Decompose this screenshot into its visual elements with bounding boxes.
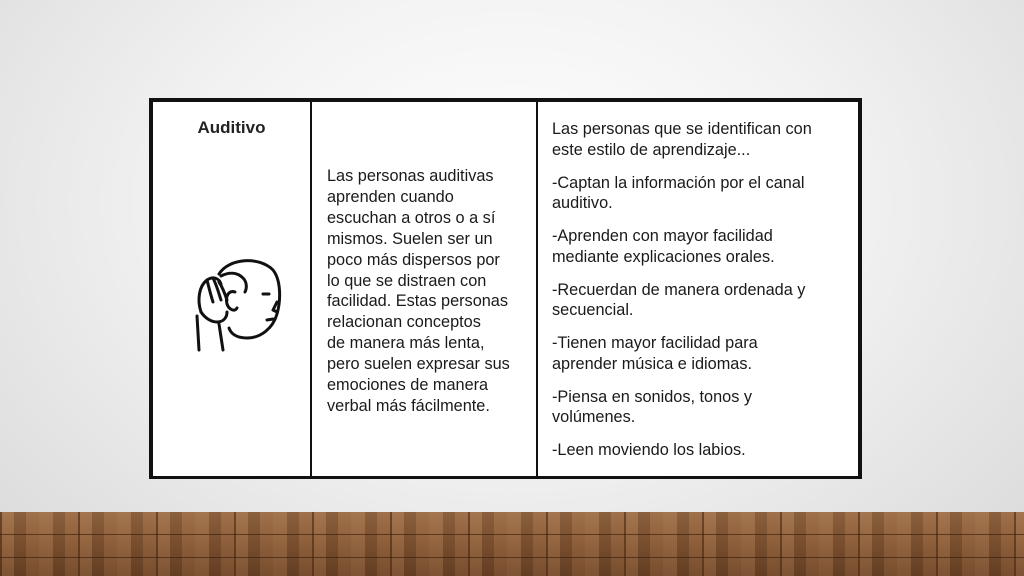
characteristics-list bbox=[552, 119, 852, 473]
list-item bbox=[552, 387, 852, 428]
list-item bbox=[552, 280, 852, 321]
list-item bbox=[552, 333, 852, 374]
list-item bbox=[552, 173, 852, 214]
description-line: poco más dispersos por bbox=[327, 250, 500, 269]
table-top-rule bbox=[153, 98, 858, 102]
wooden-floor bbox=[0, 512, 1024, 576]
learning-style-table bbox=[149, 98, 862, 479]
list-item bbox=[552, 440, 852, 461]
description-line: relacionan conceptos bbox=[327, 313, 481, 332]
list-item-line: -Captan la información por el canal bbox=[552, 173, 805, 192]
description-line: de manera más lenta, bbox=[327, 334, 485, 353]
column-divider bbox=[536, 98, 538, 476]
description-line: verbal más fácilmente. bbox=[327, 396, 490, 415]
list-item-line: -Leen moviendo los labios. bbox=[552, 441, 746, 459]
list-item-line: Las personas que se identifican con bbox=[552, 120, 812, 138]
description-line: lo que se distraen con bbox=[327, 271, 487, 290]
list-item-line: volúmenes. bbox=[552, 408, 636, 426]
description-line: emociones de manera bbox=[327, 376, 489, 395]
list-item-line: este estilo de aprendizaje... bbox=[552, 140, 751, 159]
list-item-line: -Tienen mayor facilidad para bbox=[552, 334, 758, 352]
list-item-line: -Piensa en sonidos, tonos y bbox=[552, 387, 753, 406]
list-item-line: mediante explicaciones orales. bbox=[552, 247, 775, 266]
list-item-line: auditivo. bbox=[552, 194, 613, 212]
description-line: mismos. Suelen ser un bbox=[327, 229, 493, 248]
description-line: pero suelen expresar sus bbox=[327, 355, 510, 374]
description-line: escuchan a otros o a sí bbox=[327, 208, 496, 227]
list-item bbox=[552, 226, 852, 267]
description-line: Las personas auditivas bbox=[327, 167, 494, 185]
list-item-line: secuencial. bbox=[552, 301, 634, 319]
column-divider bbox=[310, 98, 312, 476]
description-line: aprenden cuando bbox=[327, 187, 454, 206]
description-line: facilidad. Estas personas bbox=[327, 292, 509, 311]
style-description bbox=[327, 166, 532, 417]
listening-person-icon bbox=[189, 252, 285, 354]
floor-seam bbox=[0, 557, 1024, 558]
list-item-line: -Aprenden con mayor facilidad bbox=[552, 227, 773, 245]
floor-seam bbox=[0, 534, 1024, 535]
list-item-line: -Recuerdan de manera ordenada y bbox=[552, 280, 806, 299]
list-item bbox=[552, 119, 852, 160]
style-title: Auditivo bbox=[197, 118, 266, 137]
list-item-line: aprender música e idiomas. bbox=[552, 354, 752, 373]
